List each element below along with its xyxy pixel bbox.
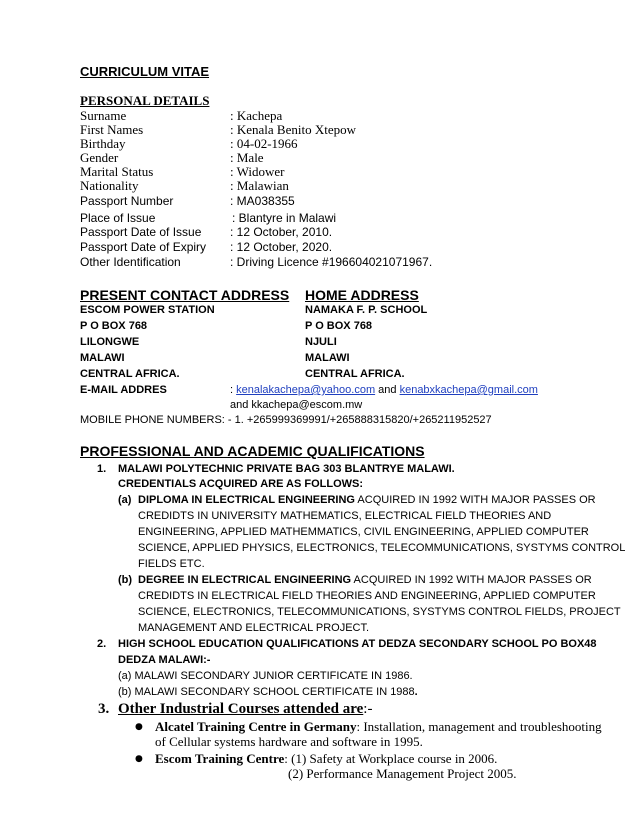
present-address-line: P O BOX 768	[80, 320, 148, 332]
passport-issue-date-label: Passport Date of Issue	[80, 225, 202, 239]
item-1a-line	[138, 493, 596, 507]
diploma-title: DIPLOMA IN ELECTRICAL ENGINEERING	[138, 494, 355, 506]
email-line	[230, 383, 538, 397]
item-1a-marker: (a)	[118, 494, 132, 506]
surname-label: Surname	[80, 108, 127, 123]
place-of-issue-label: Place of Issue	[80, 211, 156, 225]
email-and: and	[375, 384, 400, 396]
other-identification-label: Other Identification	[80, 255, 181, 269]
passport-issue-date-value: : 12 October, 2010.	[230, 225, 333, 239]
bullet-icon: ●	[135, 754, 143, 764]
passport-expiry-date-value: : 12 October, 2020.	[230, 240, 333, 254]
escom-course	[155, 751, 497, 767]
school-certificate-dot: .	[414, 686, 418, 698]
qualifications-heading: PROFESSIONAL AND ACADEMIC QUALIFICATIONS	[80, 443, 425, 459]
item-2-number: 2.	[97, 638, 107, 650]
nationality-label: Nationality	[80, 178, 139, 193]
degree-title: DEGREE IN ELECTRICAL ENGINEERING	[138, 574, 352, 586]
passport-number-value: : MA038355	[230, 194, 295, 208]
diploma-line-rest: ACQUIRED IN 1992 WITH MAJOR PASSES OR	[354, 494, 596, 506]
passport-number-label: Passport Number	[80, 194, 174, 208]
email-label: E-MAIL ADDRES	[80, 384, 167, 396]
degree-detail-line: MANAGEMENT AND ELECTRICAL PROJECT.	[138, 622, 370, 634]
email-link-gmail[interactable]: kenabxkachepa@gmail.com	[399, 384, 538, 396]
bullet-icon: ●	[135, 722, 143, 732]
item-1b-line	[138, 573, 592, 587]
degree-detail-line: SCIENCE, ELECTRONICS, TELECOMMUNICATIONS, SYSTYMS CONTROL FIELDS, PROJECT	[138, 606, 621, 618]
escom-course-cont: (2) Performance Management Project 2005.	[288, 766, 517, 781]
first-names-label: First Names	[80, 122, 144, 137]
first-names-value: : Kenala Benito Xtepow	[230, 122, 356, 137]
email-escom: and kkachepa@escom.mw	[230, 399, 363, 411]
gender-value: : Male	[230, 150, 264, 165]
diploma-detail-line: SCIENCE, APPLIED PHYSICS, ELECTRONICS, TELECOMMUNICATIONS, SYSTYMS CONTROL	[138, 542, 626, 554]
nationality-value: : Malawian	[230, 178, 289, 193]
cv-title: CURRICULUM VITAE	[80, 64, 210, 79]
item-2-title: HIGH SCHOOL EDUCATION QUALIFICATIONS AT DEDZA SECONDARY SCHOOL PO BOX48	[118, 638, 597, 650]
email-link-yahoo[interactable]: kenalakachepa@yahoo.com	[236, 384, 376, 396]
item-1-number: 1.	[97, 463, 107, 475]
home-address-line: CENTRAL AFRICA.	[305, 368, 405, 380]
marital-status-value: : Widower	[230, 164, 285, 179]
home-address-line: P O BOX 768	[305, 320, 373, 332]
present-address-line: MALAWI	[80, 352, 125, 364]
home-address-line: MALAWI	[305, 352, 350, 364]
surname-value: : Kachepa	[230, 108, 283, 123]
diploma-detail-line: FIELDS ETC.	[138, 558, 205, 570]
alcatel-centre: Alcatel Training Centre in Germany	[155, 719, 357, 734]
email-colon: :	[230, 384, 237, 396]
present-address-line: CENTRAL AFRICA.	[80, 368, 180, 380]
alcatel-course	[155, 719, 602, 735]
passport-expiry-date-label: Passport Date of Expiry	[80, 240, 207, 254]
home-address-heading: HOME ADDRESS	[305, 287, 419, 303]
home-address-line: NJULI	[305, 336, 337, 348]
item-3-title-line	[118, 700, 372, 718]
item-3-title: Other Industrial Courses attended are	[118, 701, 364, 717]
present-address-line: LILONGWE	[80, 336, 140, 348]
marital-status-label: Marital Status	[80, 164, 154, 179]
item-1b-marker: (b)	[118, 574, 133, 586]
item-1-subtitle: CREDENTIALS ACQUIRED ARE AS FOLLOWS:	[118, 478, 364, 490]
escom-centre: Escom Training Centre	[155, 751, 285, 766]
birthday-label: Birthday	[80, 136, 126, 151]
other-identification-value: : Driving Licence #196604021071967.	[230, 255, 433, 269]
present-address-line: ESCOM POWER STATION	[80, 304, 215, 316]
diploma-detail-line: CREDIDTS IN UNIVERSITY MATHEMATICS, ELECTRICAL FIELD THEORIES AND	[138, 510, 552, 522]
item-1-title: MALAWI POLYTECHNIC PRIVATE BAG 303 BLANTRYE MALAWI.	[118, 463, 455, 475]
diploma-detail-line: ENGINEERING, APPLIED MATHEMMATICS, CIVIL ENGINEERING, APPLIED COMPUTER	[138, 526, 589, 538]
school-certificate	[118, 685, 418, 699]
present-address-heading: PRESENT CONTACT ADDRESS	[80, 287, 290, 303]
personal-details-heading: PERSONAL DETAILS	[80, 93, 210, 108]
escom-detail: : (1) Safety at Workplace course in 2006.	[284, 751, 498, 766]
junior-certificate: (a) MALAWI SECONDARY JUNIOR CERTIFICATE IN 1986.	[118, 670, 413, 682]
place-of-issue-value: : Blantyre in Malawi	[232, 211, 337, 225]
item-2-title-cont: DEDZA MALAWI:-	[118, 654, 211, 666]
gender-label: Gender	[80, 150, 119, 165]
degree-detail-line: CREDIDTS IN ELECTRICAL FIELD THEORIES AND ENGINEERING, APPLIED COMPUTER	[138, 590, 596, 602]
mobile-numbers: MOBILE PHONE NUMBERS: - 1. +265999369991/+265888315820/+265211952527	[80, 414, 492, 426]
alcatel-course-cont: of Cellular systems hardware and software in 1995.	[155, 734, 423, 749]
home-address-line: NAMAKA F. P. SCHOOL	[305, 304, 428, 316]
alcatel-detail: : Installation, management and troubleshooting	[356, 719, 602, 734]
degree-line-rest: ACQUIRED IN 1992 WITH MAJOR PASSES OR	[351, 574, 592, 586]
item-3-suffix: :-	[363, 701, 373, 717]
school-certificate-text: (b) MALAWI SECONDARY SCHOOL CERTIFICATE IN 1988	[118, 686, 415, 698]
birthday-value: : 04-02-1966	[230, 136, 298, 151]
item-3-number: 3.	[98, 701, 110, 717]
